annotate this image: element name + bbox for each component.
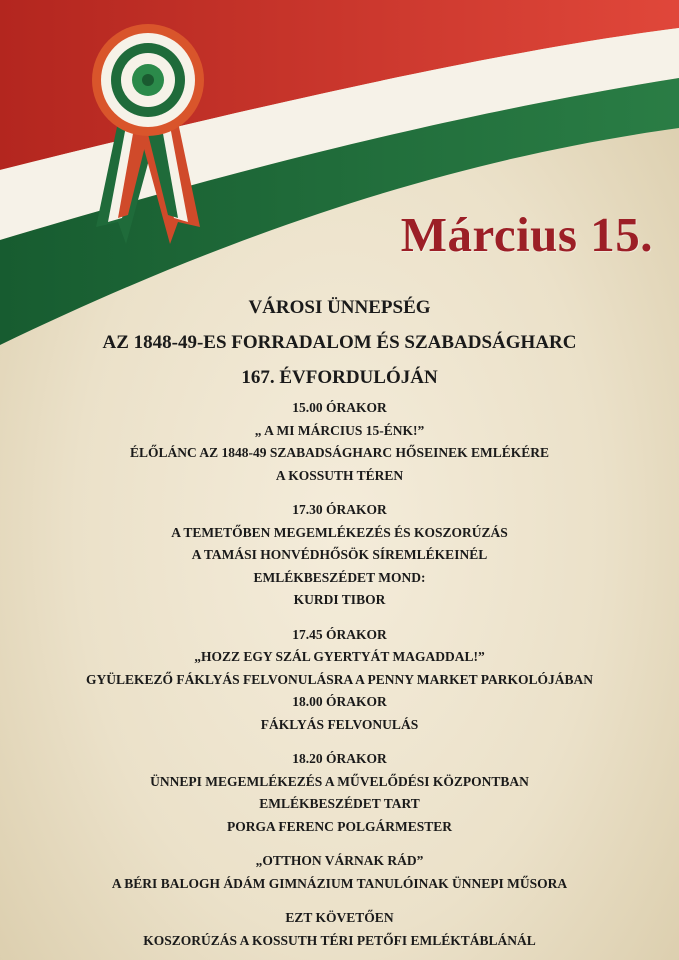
program-item-1730 bbox=[0, 499, 679, 612]
program-line: 18.00 ÓRAKOR bbox=[292, 694, 387, 709]
program-line: GYÜLEKEZŐ FÁKLYÁS FELVONULÁSRA A PENNY MARKET PARKOLÓJÁBAN bbox=[85, 671, 594, 687]
cockade-rosette-icon bbox=[78, 22, 218, 262]
program-line: ÉLŐLÁNC AZ 1848-49 SZABADSÁGHARC HŐSEINEK EMLÉKÉRE bbox=[130, 445, 549, 460]
program-item-wreath bbox=[0, 907, 679, 952]
poster-title: Március 15. bbox=[400, 207, 653, 262]
program-item-1820 bbox=[0, 748, 679, 838]
program-line: EZT KÖVETŐEN bbox=[285, 910, 394, 925]
headline-line: 167. ÉVFORDULÓJÁN bbox=[241, 367, 438, 388]
program-line: ÜNNEPI MEGEMLÉKEZÉS A MŰVELŐDÉSI KÖZPONTBAN bbox=[150, 773, 529, 789]
program-item-1500 bbox=[0, 397, 679, 487]
program-line: 17.45 ÓRAKOR bbox=[292, 626, 387, 642]
program-line: KURDI TIBOR bbox=[293, 592, 386, 607]
program-item-performance bbox=[0, 850, 679, 895]
headline-line: AZ 1848-49-ES FORRADALOM ÉS SZABADSÁGHARC bbox=[102, 332, 577, 353]
program-line: A KOSSUTH TÉREN bbox=[275, 467, 404, 483]
program-line: KOSZORÚZÁS A KOSSUTH TÉRI PETŐFI EMLÉKTÁBLÁNÁL bbox=[143, 932, 536, 948]
program-line: A TAMÁSI HONVÉDHŐSÖK SÍREMLÉKEINÉL bbox=[191, 547, 488, 562]
headline-line: VÁROSI ÜNNEPSÉG bbox=[248, 297, 431, 318]
program-line: „OTTHON VÁRNAK RÁD” bbox=[255, 853, 424, 868]
program-line: A TEMETŐBEN MEGEMLÉKEZÉS ÉS KOSZORÚZÁS bbox=[171, 524, 508, 540]
program-line: 18.20 ÓRAKOR bbox=[292, 751, 387, 766]
program-content bbox=[0, 290, 679, 952]
program-line: FÁKLYÁS FELVONULÁS bbox=[260, 716, 419, 732]
program-line: 17.30 ÓRAKOR bbox=[292, 502, 387, 517]
program-line: EMLÉKBESZÉDET MOND: bbox=[253, 569, 426, 585]
headline bbox=[0, 290, 679, 395]
program-line: „HOZZ EGY SZÁL GYERTYÁT MAGADDAL!” bbox=[194, 649, 485, 664]
program-line: „ A MI MÁRCIUS 15-ÉNK!” bbox=[254, 422, 425, 438]
program-line: PORGA FERENC POLGÁRMESTER bbox=[226, 818, 453, 834]
program-line: EMLÉKBESZÉDET TART bbox=[259, 796, 420, 811]
program-line: A BÉRI BALOGH ÁDÁM GIMNÁZIUM TANULÓINAK ÜNNEPI MŰSORA bbox=[111, 875, 568, 891]
program-item-1745 bbox=[0, 624, 679, 737]
program-line: 15.00 ÓRAKOR bbox=[292, 400, 387, 415]
